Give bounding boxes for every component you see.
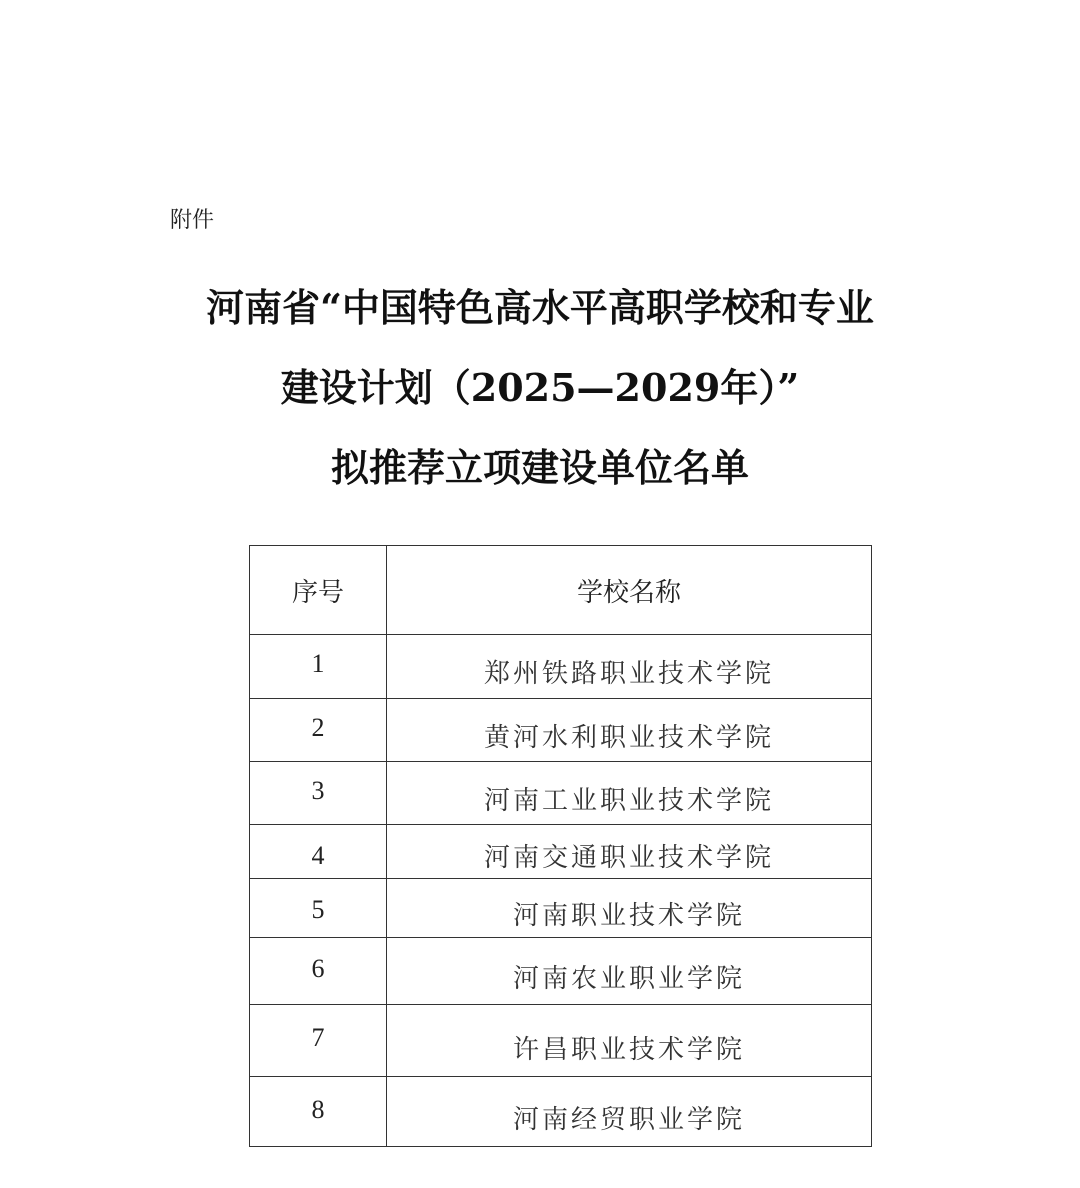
row-school-name: 河南职业技术学院: [387, 879, 872, 938]
row-school-name: 黄河水利职业技术学院: [387, 699, 872, 762]
table-row: [250, 699, 872, 762]
title-line-1: 河南省“中国特色高水平高职学校和专业: [206, 285, 874, 330]
row-school-name: 河南工业职业技术学院: [387, 762, 872, 825]
table-row: [250, 1005, 872, 1077]
table-row: [250, 938, 872, 1005]
row-school-name: 河南交通职业技术学院: [387, 825, 872, 879]
row-school-name: 河南农业职业学院: [387, 938, 872, 1005]
table-row: [250, 762, 872, 825]
title-line-2: 建设计划（2025—2029年）”: [280, 365, 800, 410]
attachment-label: 附件: [170, 208, 215, 233]
row-school-name: 河南经贸职业学院: [387, 1077, 872, 1147]
header-index: 序号: [250, 546, 387, 635]
table-row: [250, 1077, 872, 1147]
row-index: 3: [250, 762, 387, 825]
table-header-row: [250, 546, 872, 635]
table-row: [250, 879, 872, 938]
table-row: [250, 635, 872, 699]
table-row: [250, 825, 872, 879]
row-index: 6: [250, 938, 387, 1005]
school-list-table: [249, 545, 872, 1147]
row-school-name: 许昌职业技术学院: [387, 1005, 872, 1077]
row-index: 8: [250, 1077, 387, 1147]
row-index: 2: [250, 699, 387, 762]
header-school-name: 学校名称: [387, 546, 872, 635]
row-index: 5: [250, 879, 387, 938]
document-title: [0, 268, 1080, 508]
row-index: 4: [250, 825, 387, 879]
row-index: 1: [250, 635, 387, 699]
title-line-3: 拟推荐立项建设单位名单: [330, 445, 749, 490]
row-index: 7: [250, 1005, 387, 1077]
row-school-name: 郑州铁路职业技术学院: [387, 635, 872, 699]
